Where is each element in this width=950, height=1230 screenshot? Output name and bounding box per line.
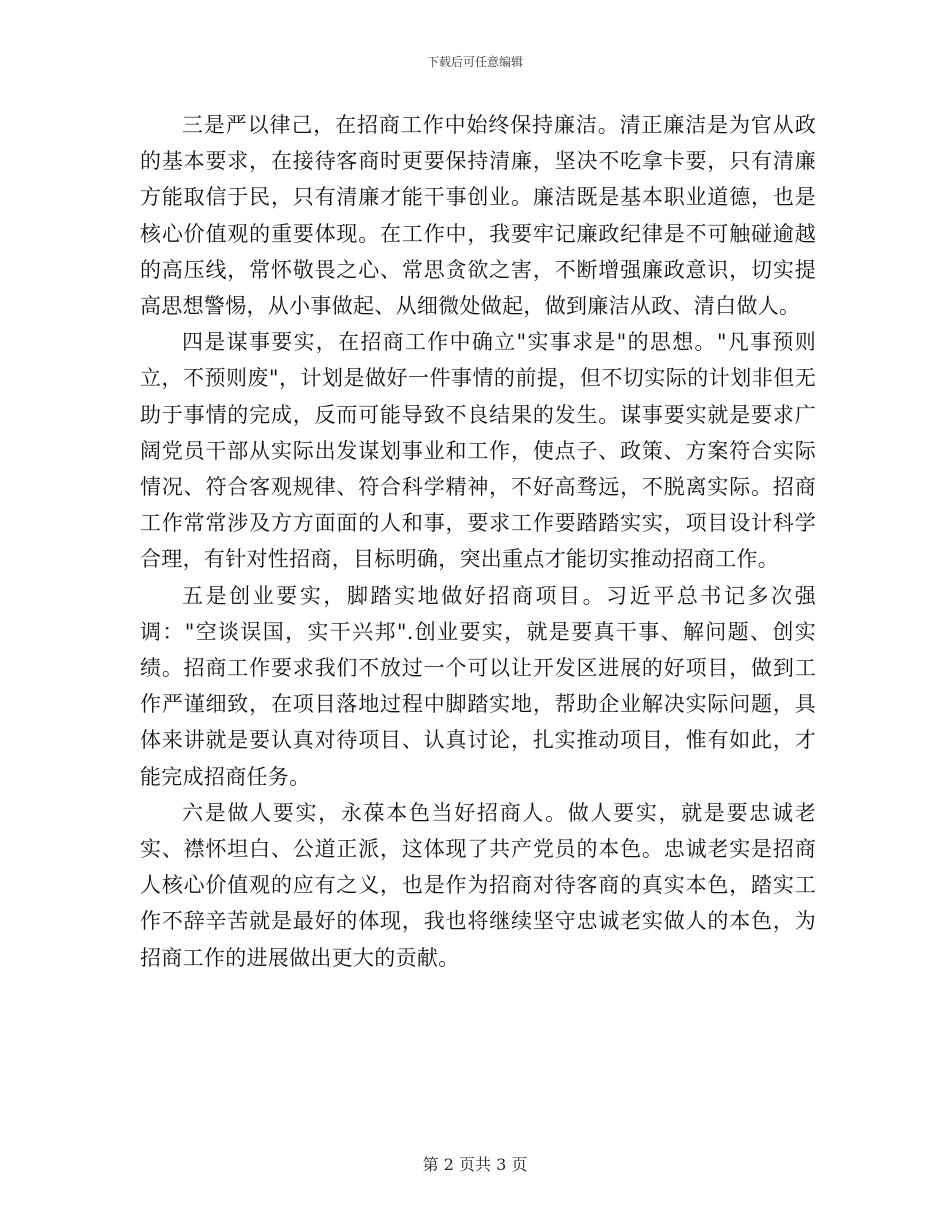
page-header: 下载后可任意编辑 [426, 55, 523, 69]
document-body [140, 107, 816, 976]
paragraph-three: 三是严以律己，在招商工作中始终保持廉洁。清正廉洁是为官从政的基本要求，在接待客商时更要保持清廉，坚决不吃拿卡要，只有清廉方能取信于民，只有清廉才能干事创业。廉洁既是基本职业道德，也是核心价值观的重要体现。在工作中，我要牢记廉政纪律是不可触碰逾越的高压线，常怀敬畏之心、常思贪欲之害，不断增强廉政意识，切实提高思想警惕，从小事做起、从细微处做起，做到廉洁从政、清白做人。 [140, 113, 816, 319]
paragraph-four: 四是谋事要实，在招商工作中确立"实事求是"的思想。"凡事预则立，不预则废"，计划是做好一件事情的前提，但不切实际的计划非但无助于事情的完成，反而可能导致不良结果的发生。谋事要实就是要求广阔党员干部从实际出发谋划事业和工作，使点子、政策、方案符合实际情况、符合客观规律、符合科学精神，不好高骛远，不脱离实际。招商工作常常涉及方方面面的人和事，要求工作要踏踏实实，项目设计科学合理，有针对性招商，目标明确，突出重点才能切实推动招商工作。 [140, 330, 816, 572]
paragraph-five: 五是创业要实，脚踏实地做好招商项目。习近平总书记多次强调："空谈误国，实干兴邦".创业要实，就是要真干事、解问题、创实绩。招商工作要求我们不放过一个可以让开发区进展的好项目，做到工作严谨细致，在项目落地过程中脚踏实地，帮助企业解决实际问题，具体来讲就是要认真对待项目、认真讨论，扎实推动项目，惟有如此，才能完成招商任务。 [140, 583, 816, 789]
paragraph-six: 六是做人要实，永葆本色当好招商人。做人要实，就是要忠诚老实、襟怀坦白、公道正派，这体现了共产党员的本色。忠诚老实是招商人核心价值观的应有之义，也是作为招商对待客商的真实本色，踏实工作不辞辛苦就是最好的体现，我也将继续坚守忠诚老实做人的本色，为招商工作的进展做出更大的贡献。 [140, 800, 816, 970]
page-number: 第 2 页共 3 页 [422, 1155, 528, 1174]
